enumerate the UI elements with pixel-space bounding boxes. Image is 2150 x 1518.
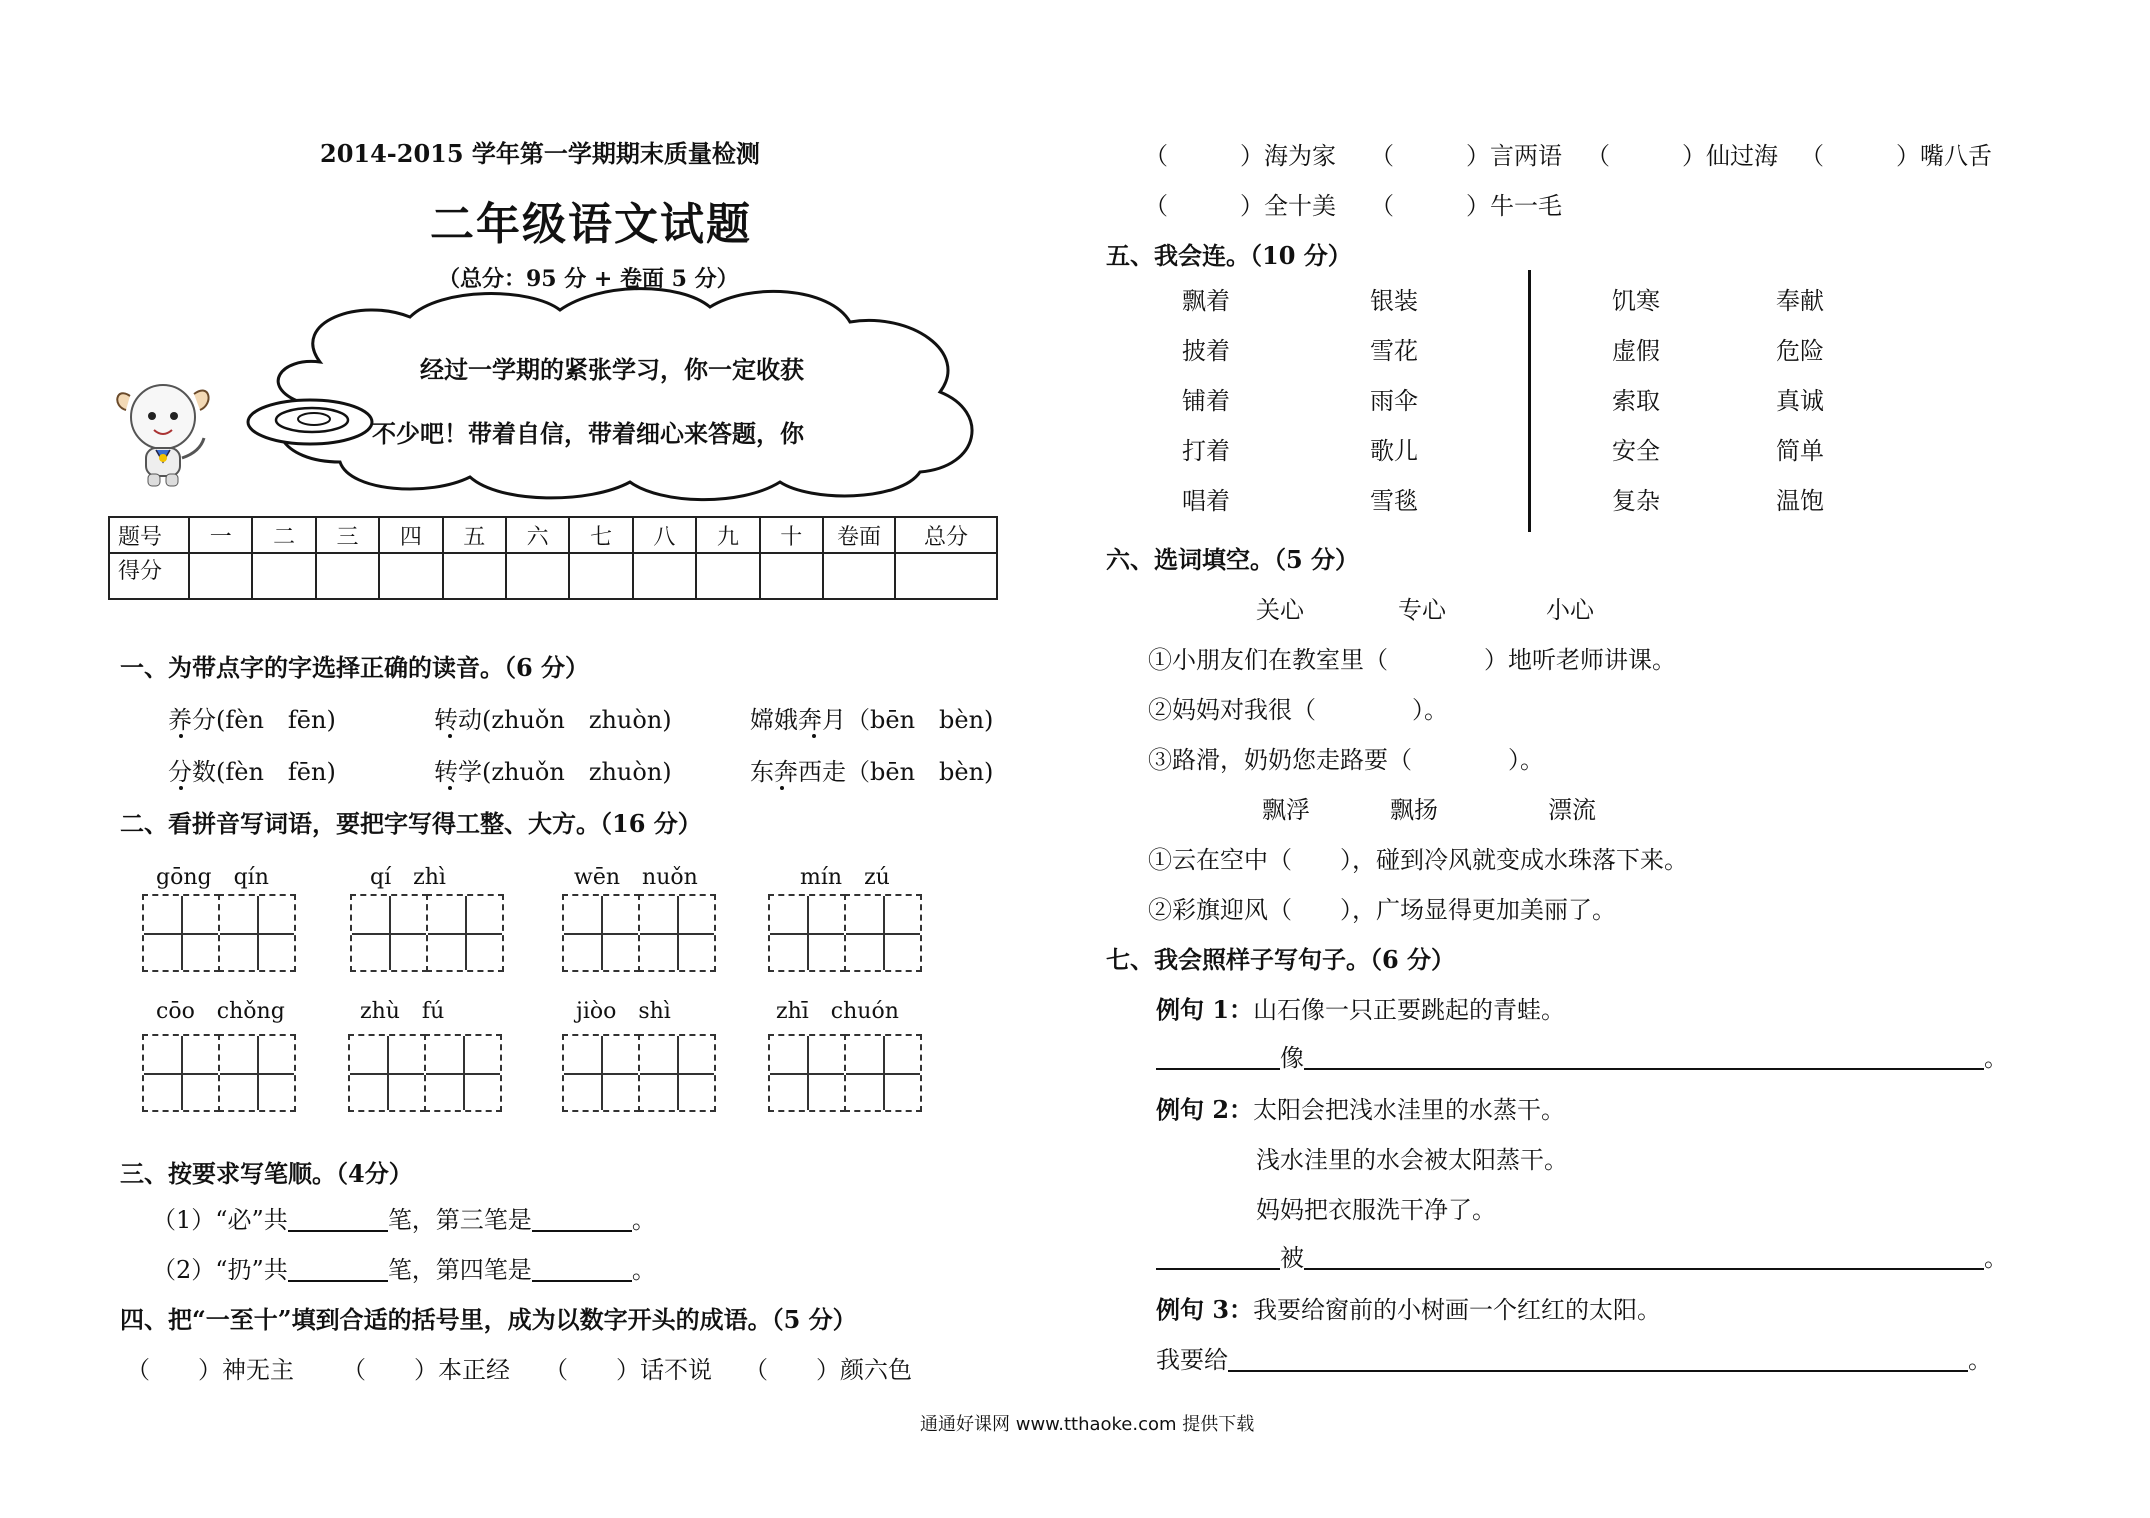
score-cell[interactable]: [895, 553, 997, 599]
answer-line-2: [1156, 1238, 2008, 1273]
answer-blank[interactable]: [1304, 1242, 1984, 1270]
score-note: （总分：95 分 + 卷面 5 分）: [438, 266, 739, 292]
idiom-item[interactable]: （ ）话不说: [544, 1356, 712, 1384]
example-text-line: 浅水洼里的水会被太阳蒸干。: [1256, 1146, 1568, 1174]
idiom-item[interactable]: （ ）言两语: [1370, 142, 1562, 170]
cloud-text-1: 经过一学期的紧张学习，你一定收获: [420, 355, 804, 384]
pronunciation-item[interactable]: 嫦娥奔月（bēn bèn): [750, 706, 994, 734]
score-row-label: 得分: [109, 553, 189, 599]
match-column-3: [1612, 276, 1660, 526]
score-cell[interactable]: [189, 553, 252, 599]
score-table-header: 八: [633, 517, 696, 553]
score-table-header: 九: [696, 517, 759, 553]
section5-title: 五、我会连。（10 分）: [1106, 241, 1352, 270]
score-cell[interactable]: [252, 553, 315, 599]
writing-grid[interactable]: [218, 894, 296, 972]
divider: [1528, 270, 1531, 532]
score-cell[interactable]: [633, 553, 696, 599]
fill-sentence[interactable]: ①小朋友们在教室里（ ）地听老师讲课。: [1148, 646, 1676, 674]
score-table-header: 十: [760, 517, 823, 553]
writing-grid[interactable]: [426, 894, 504, 972]
score-cell[interactable]: [760, 553, 823, 599]
score-table-header: 一: [189, 517, 252, 553]
score-table-header: 三: [316, 517, 379, 553]
score-table-header: 卷面: [823, 517, 895, 553]
word-choice: 小心: [1546, 596, 1594, 624]
sentence-end: 。: [1984, 1244, 2008, 1272]
pronunciation-item[interactable]: 转动(zhuǒn zhuòn): [434, 706, 672, 734]
match-column-1: [1182, 276, 1230, 526]
idiom-item[interactable]: （ ）仙过海: [1586, 142, 1778, 170]
section3-title: 三、按要求写笔顺。（4分）: [120, 1159, 413, 1188]
match-word[interactable]: 雪花: [1370, 337, 1418, 365]
score-table: [108, 516, 998, 600]
score-cell[interactable]: [443, 553, 506, 599]
writing-grid[interactable]: [348, 1034, 426, 1112]
stroke-q2-text-a: （2）“扔”共: [152, 1256, 288, 1284]
fill-sentence[interactable]: ①云在空中（ ），碰到冷风就变成水珠落下来。: [1148, 846, 1688, 874]
example-text: 我要给窗前的小树画一个红红的太阳。: [1253, 1296, 1662, 1324]
writing-grid[interactable]: [844, 894, 922, 972]
writing-grid[interactable]: [350, 894, 428, 972]
score-cell[interactable]: [379, 553, 442, 599]
match-word[interactable]: 铺着: [1182, 387, 1230, 415]
idiom-item[interactable]: （ ）全十美: [1144, 192, 1336, 220]
stroke-count-blank[interactable]: [288, 1204, 388, 1232]
answer-blank[interactable]: [1156, 1242, 1280, 1270]
word-choice: 飘扬: [1390, 796, 1438, 824]
match-word[interactable]: 银装: [1370, 287, 1418, 315]
idiom-item[interactable]: （ ）牛一毛: [1370, 192, 1562, 220]
fill-sentence[interactable]: ②彩旗迎风（ ），广场显得更加美丽了。: [1148, 896, 1616, 924]
pinyin-label: zhī chuón: [776, 999, 899, 1024]
pinyin-label: mín zú: [800, 865, 890, 890]
sentence-end: 。: [631, 1256, 656, 1284]
writing-grid[interactable]: [638, 894, 716, 972]
word-choice: 飘浮: [1262, 796, 1310, 824]
example-text: 太阳会把浅水洼里的水蒸干。: [1253, 1096, 1566, 1124]
match-word[interactable]: 歌儿: [1370, 437, 1418, 465]
match-word[interactable]: 真诚: [1776, 387, 1824, 415]
sentence-end: 。: [631, 1206, 656, 1234]
fill-sentence[interactable]: ②妈妈对我很（ ）。: [1148, 696, 1448, 724]
idiom-item[interactable]: （ ）神无主: [126, 1356, 294, 1384]
word-choice: 漂流: [1548, 796, 1596, 824]
writing-grid[interactable]: [562, 1034, 640, 1112]
emphasis-dot: [179, 786, 183, 790]
match-word[interactable]: 奉献: [1776, 287, 1824, 315]
match-word[interactable]: 饥寒: [1612, 287, 1660, 315]
score-table-header: 六: [506, 517, 569, 553]
cloud-bubble: [210, 282, 1000, 502]
idiom-item[interactable]: （ ）本正经: [342, 1356, 510, 1384]
footer-text: 通通好课网 www.tthaoke.com 提供下载: [920, 1414, 1255, 1435]
writing-grid[interactable]: [844, 1034, 922, 1112]
score-cell[interactable]: [506, 553, 569, 599]
match-word[interactable]: 危险: [1776, 337, 1824, 365]
match-word[interactable]: 打着: [1182, 437, 1230, 465]
word-choice: 专心: [1398, 596, 1446, 624]
writing-grid[interactable]: [768, 894, 846, 972]
section4-title: 四、把“一至十”填到合适的括号里，成为以数字开头的成语。（5 分）: [120, 1305, 857, 1334]
stroke-order-blank[interactable]: [532, 1204, 632, 1232]
stroke-q2-text-b: 笔，第四笔是: [387, 1256, 532, 1284]
emphasis-dot: [448, 734, 452, 738]
pinyin-label: gōng qín: [156, 865, 269, 890]
match-word[interactable]: 安全: [1612, 437, 1660, 465]
writing-grid[interactable]: [768, 1034, 846, 1112]
pronunciation-item[interactable]: 东奔西走（bēn bèn): [750, 758, 994, 786]
score-table-header: 四: [379, 517, 442, 553]
sentence-end: 。: [1968, 1346, 1992, 1374]
cloud-text-2: 不少吧！带着自信，带着细心来答题，你: [372, 419, 804, 448]
writing-grid[interactable]: [142, 1034, 220, 1112]
pattern-word: 像: [1280, 1044, 1304, 1072]
match-word[interactable]: 复杂: [1612, 487, 1660, 515]
idiom-item[interactable]: （ ）海为家: [1144, 142, 1336, 170]
emphasis-dot: [812, 734, 816, 738]
writing-grid[interactable]: [638, 1034, 716, 1112]
writing-grid[interactable]: [218, 1034, 296, 1112]
example-label: 例句 1：: [1156, 995, 1254, 1024]
answer-blank[interactable]: [1156, 1042, 1280, 1070]
score-table-header: 总分: [895, 517, 997, 553]
pronunciation-item[interactable]: 分数(fèn fēn): [168, 758, 336, 786]
pinyin-label: jiòo shì: [576, 999, 671, 1024]
pinyin-label: cōo chǒng: [156, 999, 285, 1024]
example-sentence-2: [1156, 1090, 1565, 1125]
match-word[interactable]: 雨伞: [1370, 387, 1418, 415]
word-choice: 关心: [1256, 596, 1304, 624]
match-word[interactable]: 索取: [1612, 387, 1660, 415]
pinyin-label: zhù fú: [360, 999, 445, 1024]
stroke-q1-text-b: 笔，第三笔是: [387, 1206, 532, 1234]
pronunciation-item[interactable]: 养分(fèn fēn): [168, 706, 336, 734]
stroke-question-1: [152, 1200, 656, 1235]
stroke-order-blank[interactable]: [532, 1254, 632, 1282]
answer-line-1: [1156, 1038, 2008, 1073]
stroke-q1-text-a: （1）“必”共: [152, 1206, 288, 1234]
match-word[interactable]: 虚假: [1612, 337, 1660, 365]
score-cell[interactable]: [823, 553, 895, 599]
pinyin-label: qí zhì: [370, 865, 446, 890]
match-column-2: [1370, 276, 1418, 526]
emphasis-dot: [780, 786, 784, 790]
section2-title: 二、看拼音写词语，要把字写得工整、大方。（16 分）: [120, 809, 702, 838]
writing-grid[interactable]: [142, 894, 220, 972]
example-text: 山石像一只正要跳起的青蛙。: [1253, 996, 1566, 1024]
emphasis-dot: [448, 786, 452, 790]
score-table-header: 五: [443, 517, 506, 553]
writing-grid[interactable]: [562, 894, 640, 972]
exam-title: 2014-2015 学年第一学期期末质量检测: [320, 139, 760, 168]
example-label: 例句 3：: [1156, 1295, 1254, 1324]
match-word[interactable]: 简单: [1776, 437, 1824, 465]
goat-mascot-icon: [108, 372, 218, 492]
example-sentence-1: [1156, 990, 1565, 1025]
answer-blank[interactable]: [1228, 1344, 1968, 1372]
sentence-end: 。: [1984, 1044, 2008, 1072]
emphasis-dot: [179, 734, 183, 738]
match-word[interactable]: 唱着: [1182, 487, 1230, 515]
match-word[interactable]: 雪毯: [1370, 487, 1418, 515]
match-word[interactable]: 温饱: [1776, 487, 1824, 515]
section1-title: 一、为带点字的字选择正确的读音。（6 分）: [120, 653, 590, 682]
match-word[interactable]: 飘着: [1182, 287, 1230, 315]
stroke-count-blank[interactable]: [288, 1254, 388, 1282]
idiom-item[interactable]: （ ）颜六色: [744, 1356, 912, 1384]
match-column-4: [1776, 276, 1824, 526]
answer-line-3: [1156, 1340, 1992, 1375]
example-label: 例句 2：: [1156, 1095, 1254, 1124]
match-word[interactable]: 披着: [1182, 337, 1230, 365]
sentence-start: 我要给: [1156, 1346, 1228, 1374]
example-sentence-3: [1156, 1290, 1661, 1325]
pronunciation-item[interactable]: 转学(zhuǒn zhuòn): [434, 758, 672, 786]
score-table-header: 七: [569, 517, 632, 553]
section7-title: 七、我会照样子写句子。（6 分）: [1106, 945, 1456, 974]
idiom-item[interactable]: （ ）嘴八舌: [1800, 142, 1992, 170]
stroke-question-2: [152, 1250, 656, 1285]
writing-grid[interactable]: [424, 1034, 502, 1112]
score-cell[interactable]: [696, 553, 759, 599]
score-cell[interactable]: [569, 553, 632, 599]
pinyin-label: wēn nuǒn: [574, 865, 698, 890]
example-text-line: 妈妈把衣服洗干净了。: [1256, 1196, 1496, 1224]
pattern-word: 被: [1280, 1244, 1304, 1272]
section6-title: 六、选词填空。（5 分）: [1106, 545, 1360, 574]
score-table-header: 题号: [109, 517, 189, 553]
score-cell[interactable]: [316, 553, 379, 599]
answer-blank[interactable]: [1304, 1042, 1984, 1070]
fill-sentence[interactable]: ③路滑，奶奶您走路要（ ）。: [1148, 746, 1544, 774]
page-title: 二年级语文试题: [430, 199, 752, 250]
score-table-header: 二: [252, 517, 315, 553]
